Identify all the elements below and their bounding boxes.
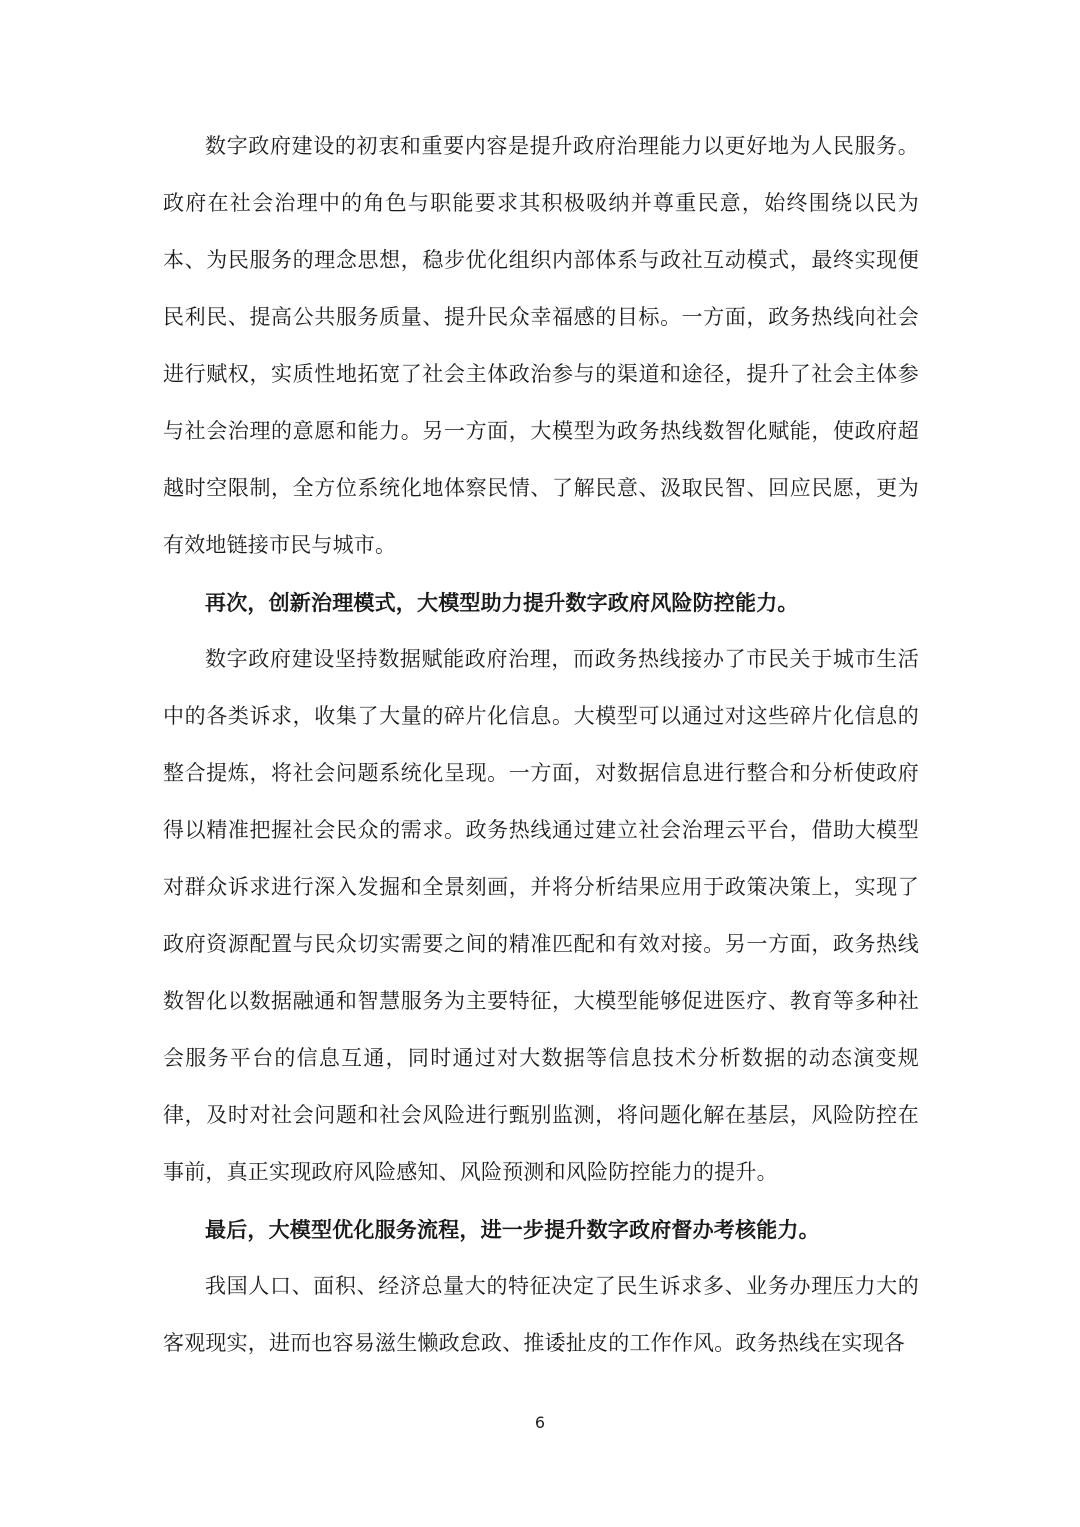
document-body <box>163 118 919 1372</box>
paragraph-data-empowerment: 数字政府建设坚持数据赋能政府治理，而政务热线接办了市民关于城市生活中的各类诉求，收集了大量的碎片化信息。大模型可以通过对这些碎片化信息的整合提炼，将社会问题系统化呈现。一方面，对数据信息进行整合和分析使政府得以精准把握社会民众的需求。政务热线通过建立社会治理云平台，借助大模型对群众诉求进行深入发掘和全景刻画，并将分析结果应用于政策决策上，实现了政府资源配置与民众切实需要之间的精准匹配和有效对接。另一方面，政务热线数智化以数据融通和智慧服务为主要特征，大模型能够促进医疗、教育等多种社会服务平台的信息互通，同时通过对大数据等信息技术分析数据的动态演变规律，及时对社会问题和社会风险进行甄别监测，将问题化解在基层，风险防控在事前，真正实现政府风险感知、风险预测和风险防控能力的提升。 <box>163 647 919 1184</box>
paragraph-digital-government-purpose: 数字政府建设的初衷和重要内容是提升政府治理能力以更好地为人民服务。政府在社会治理中的角色与职能要求其积极吸纳并尊重民意，始终围绕以民为本、为民服务的理念思想，稳步优化组织内部体系与政社互动模式，最终实现便民利民、提高公共服务质量、提升民众幸福感的目标。一方面，政务热线向社会进行赋权，实质性地拓宽了社会主体政治参与的渠道和途径，提升了社会主体参与社会治理的意愿和能力。另一方面，大模型为政务热线数智化赋能，使政府超越时空限制，全方位系统化地体察民情、了解民意、汲取民智、回应民愿，更为有效地链接市民与城市。 <box>163 134 919 557</box>
heading-risk-prevention: 再次，创新治理模式，大模型助力提升数字政府风险防控能力。 <box>205 590 799 615</box>
page-number: 6 <box>534 1413 546 1432</box>
heading-supervision-assessment: 最后，大模型优化服务流程，进一步提升数字政府督办考核能力。 <box>205 1217 820 1242</box>
paragraph-population-demands: 我国人口、面积、经济总量大的特征决定了民生诉求多、业务办理压力大的客观现实，进而也容易滋生懒政怠政、推诿扯皮的工作作风。政务热线在实现各 <box>163 1274 919 1355</box>
